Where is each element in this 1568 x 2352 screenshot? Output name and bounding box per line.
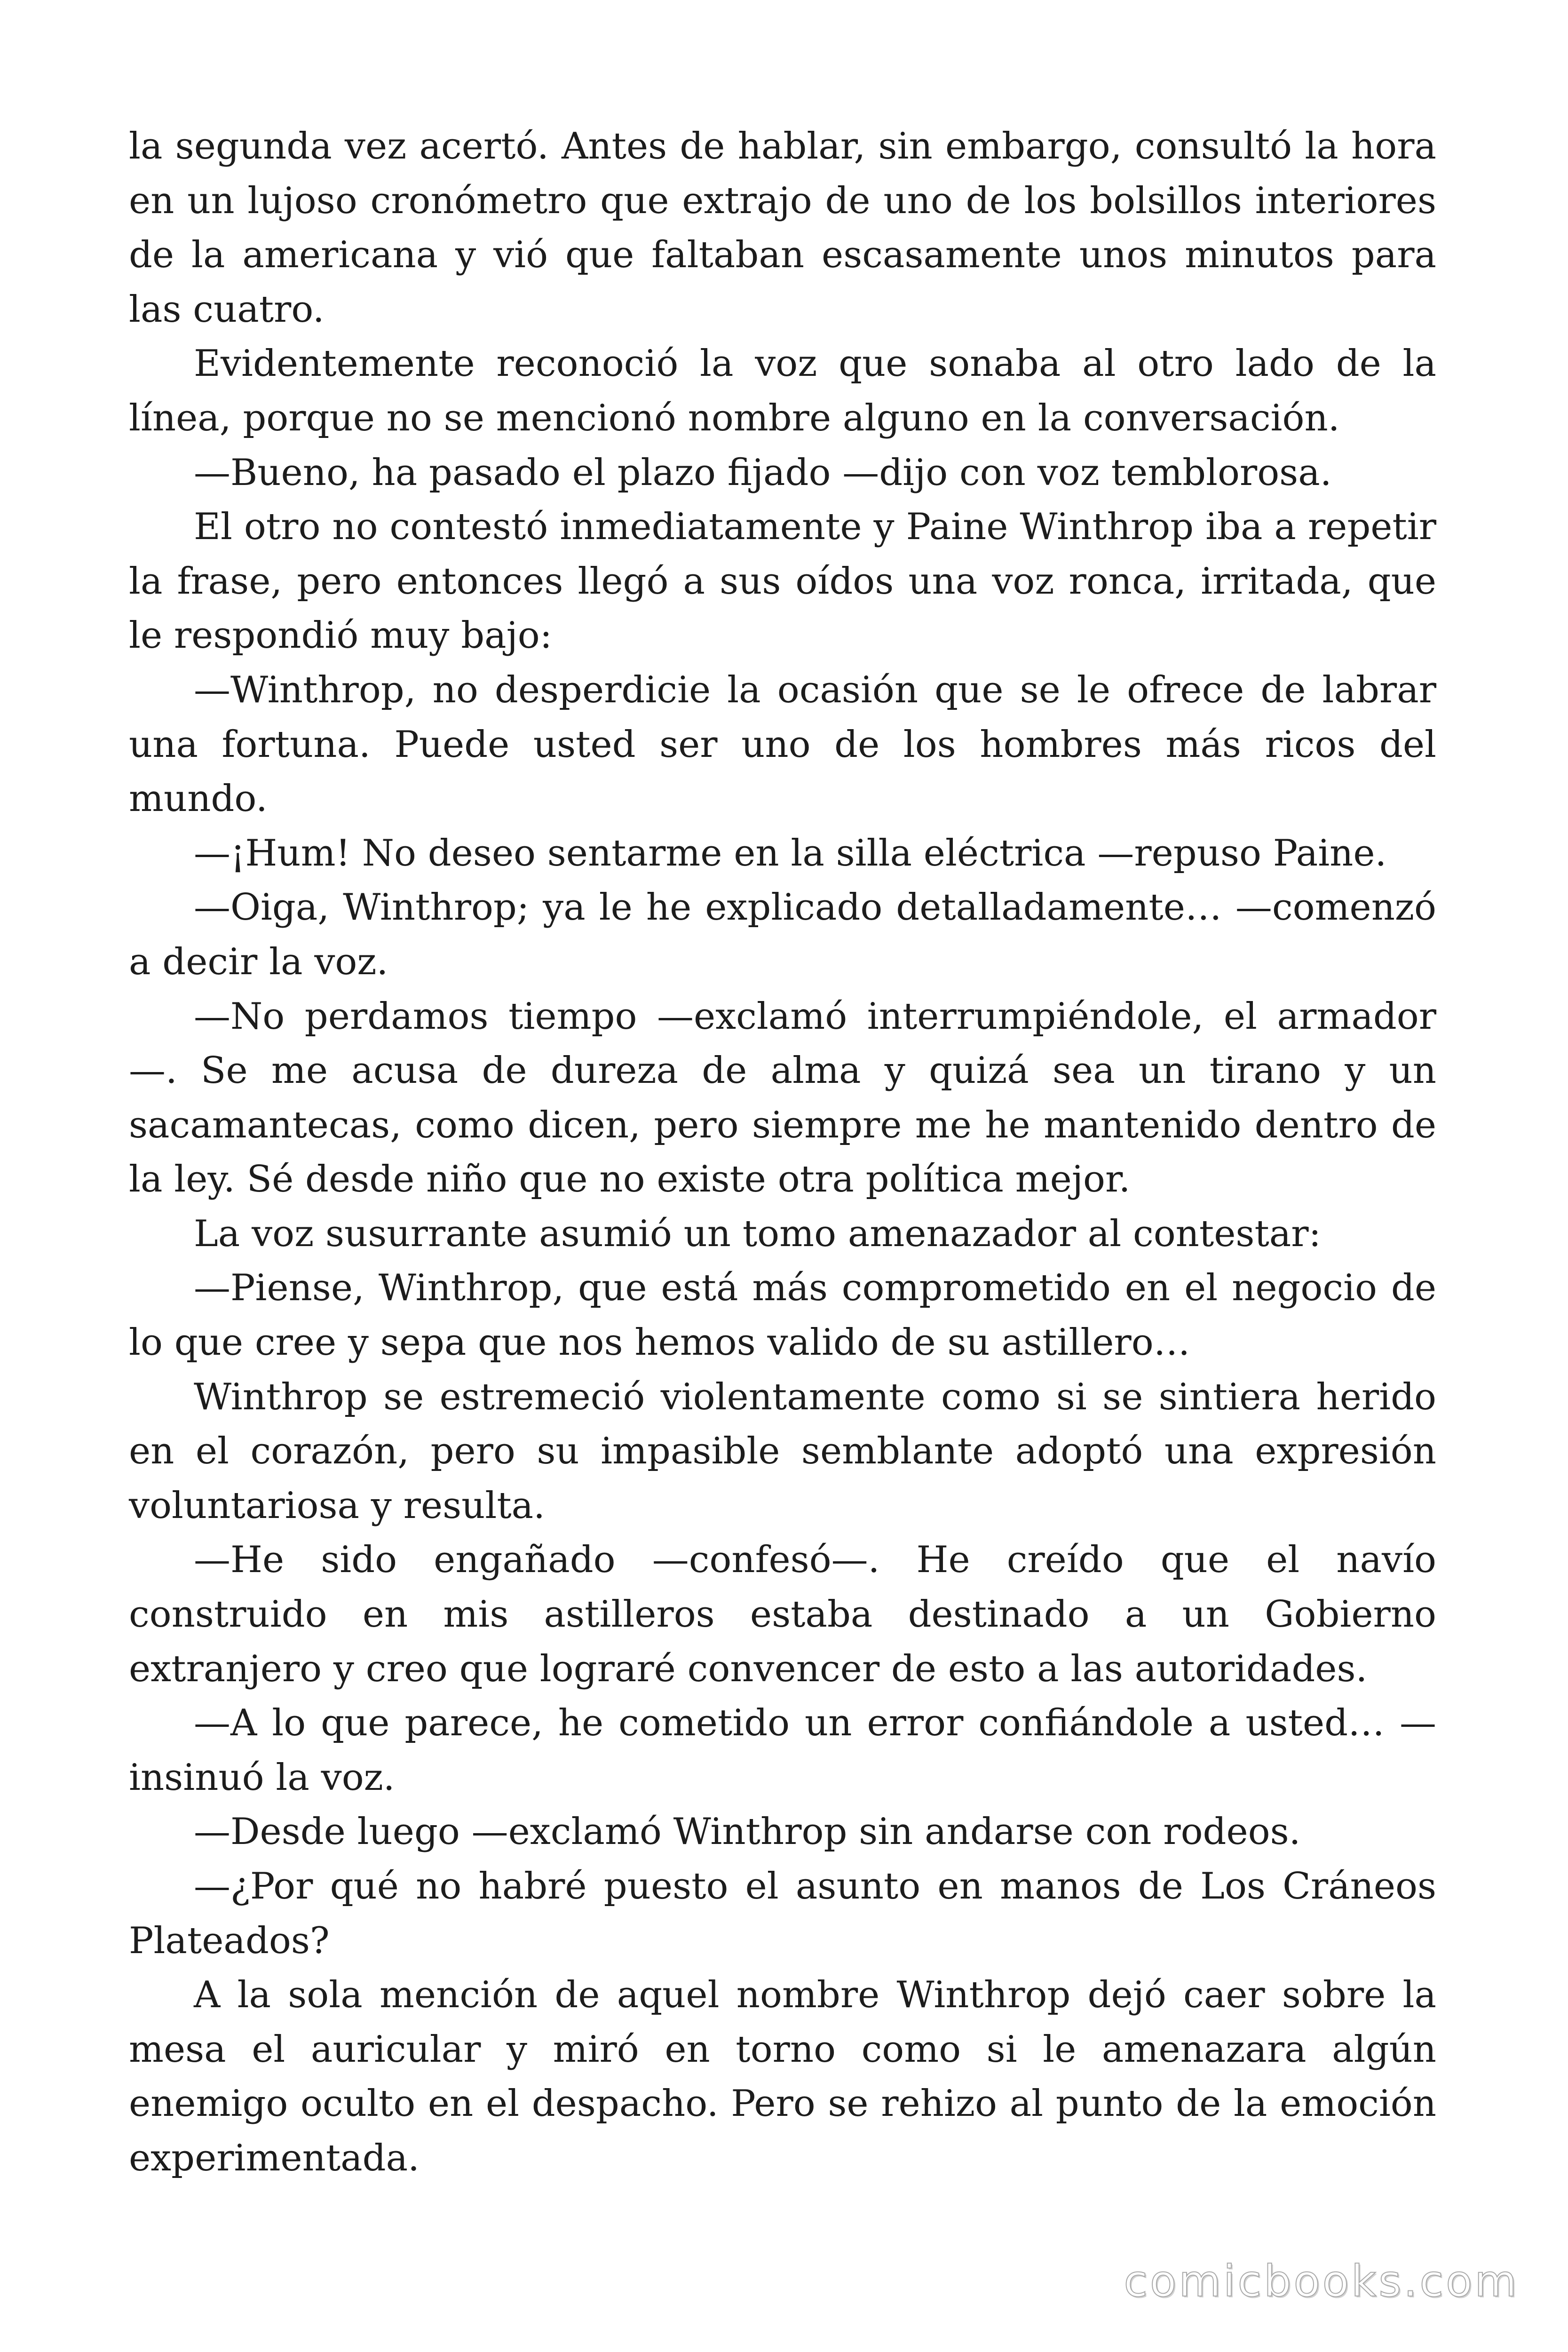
paragraph-dialogue: —A lo que parece, he cometido un error confiándole a usted… —insinuó la voz. bbox=[129, 1702, 1436, 1799]
paragraph: La voz susurrante asumió un tomo amenazador al contestar: bbox=[194, 1212, 1321, 1255]
paragraph-continuation: la segunda vez acertó. Antes de hablar, sin embargo, consultó la hora en un lujoso cronómetro que extrajo de uno de los bolsillos interiores de la americana y vió que faltaban escasamente unos minutos para las cuatro. bbox=[129, 125, 1436, 331]
paragraph: El otro no contestó inmediatamente y Paine Winthrop iba a repetir la frase, pero entonces llegó a sus oídos una voz ronca, irritada, que le respondió muy bajo: bbox=[129, 506, 1436, 657]
paragraph: A la sola mención de aquel nombre Winthrop dejó caer sobre la mesa el auricular y miró en torno como si le amenazara algún enemigo oculto en el despacho. Pero se rehizo al punto de la emoción experimentada. bbox=[129, 1974, 1436, 2179]
paragraph-dialogue: —Piense, Winthrop, que está más comprometido en el negocio de lo que cree y sepa que nos hemos valido de su astillero… bbox=[129, 1267, 1436, 1364]
paragraph: Winthrop se estremeció violentamente como si se sintiera herido en el corazón, pero su impasible semblante adoptó una expresión voluntariosa y resulta. bbox=[129, 1375, 1436, 1527]
paragraph-dialogue: —Desde luego —exclamó Winthrop sin andarse con rodeos. bbox=[194, 1811, 1301, 1853]
paragraph-dialogue: —Bueno, ha pasado el plazo fijado —dijo con voz temblorosa. bbox=[194, 451, 1332, 494]
paragraph-dialogue: —No perdamos tiempo —exclamó interrumpiéndole, el armador —. Se me acusa de dureza de alma y quizá sea un tirano y un sacamantecas, como dicen, pero siempre me he mantenido dentro de la ley. Sé desde niño que no existe otra política mejor. bbox=[129, 995, 1436, 1201]
watermark-logo: comicbooks.com bbox=[1124, 2256, 1519, 2306]
paragraph-dialogue: —¿Por qué no habré puesto el asunto en manos de Los Cráneos Plateados? bbox=[129, 1865, 1436, 1962]
paragraph-dialogue: —He sido engañado —confesó—. He creído que el navío construido en mis astilleros estaba destinado a un Gobierno extranjero y creo que lograré convencer de esto a las autoridades. bbox=[129, 1539, 1436, 1690]
paragraph-dialogue: —Oiga, Winthrop; ya le he explicado detalladamente… —comenzó a decir la voz. bbox=[129, 886, 1436, 983]
body-text bbox=[129, 119, 1436, 2186]
paragraph: Evidentemente reconoció la voz que sonaba al otro lado de la línea, porque no se mencionó nombre alguno en la conversación. bbox=[129, 342, 1436, 439]
paragraph-dialogue: —¡Hum! No deseo sentarme en la silla eléctrica —repuso Paine. bbox=[194, 832, 1387, 874]
paragraph-dialogue: —Winthrop, no desperdicie la ocasión que se le ofrece de labrar una fortuna. Puede usted ser uno de los hombres más ricos del mundo. bbox=[129, 668, 1436, 820]
